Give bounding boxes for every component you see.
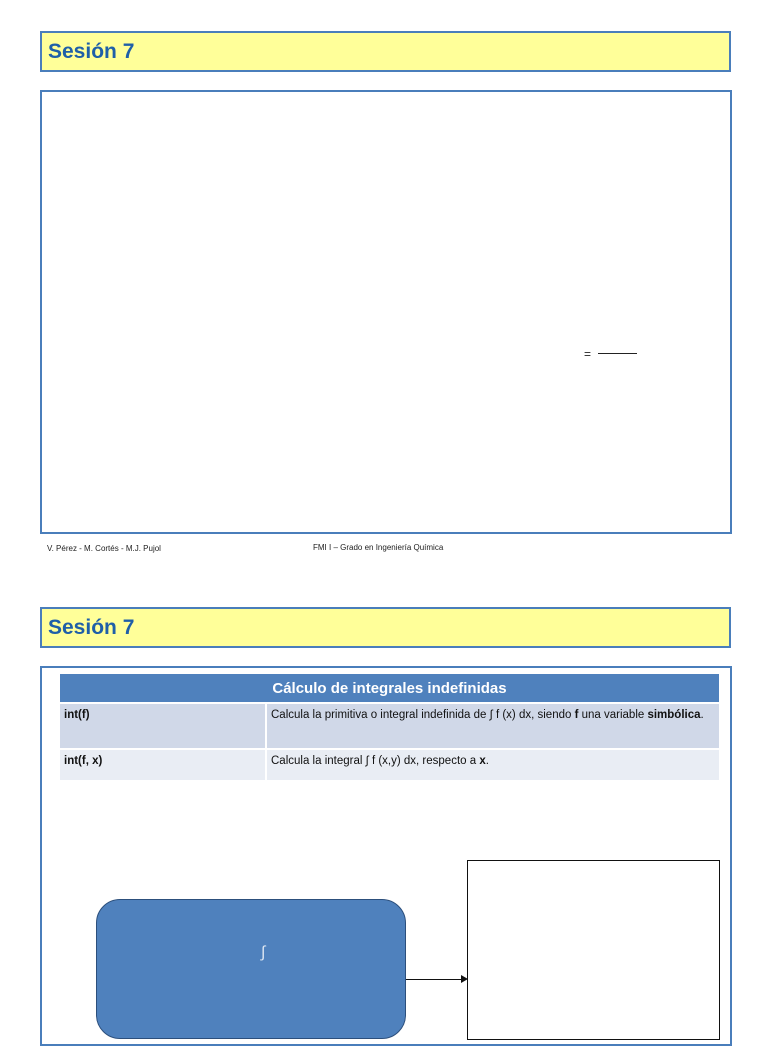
table-row [60,703,719,749]
footer-authors: V. Pérez - M. Cortés - M.J. Pujol [47,544,161,553]
table-row [60,749,719,780]
slide-1-content [40,90,732,534]
command-cell: int(f, x) [60,749,266,780]
arrow-head-icon [461,975,468,983]
description-cell: Calcula la integral ∫ f (x,y) dx, respecto a x. [266,749,719,780]
command-cell: int(f) [60,703,266,749]
slide-1-title: Sesión 7 [40,31,731,72]
result-box [467,860,720,1040]
footer-course: FMI I – Grado en Ingeniería Química [313,543,444,552]
integral-callout-box [96,899,406,1039]
table-header: Cálculo de integrales indefinidas [60,674,719,703]
equation-equals-sign: = [584,347,592,361]
integral-symbol: ∫ [261,944,266,961]
description-cell: Calcula la primitiva o integral indefinida de ∫ f (x) dx, siendo f una variable simbólica. [266,703,719,749]
slide-2-title: Sesión 7 [40,607,731,648]
equation-fraction-line [598,353,637,354]
integrals-table [60,674,719,780]
connector-arrow-line [406,979,462,980]
